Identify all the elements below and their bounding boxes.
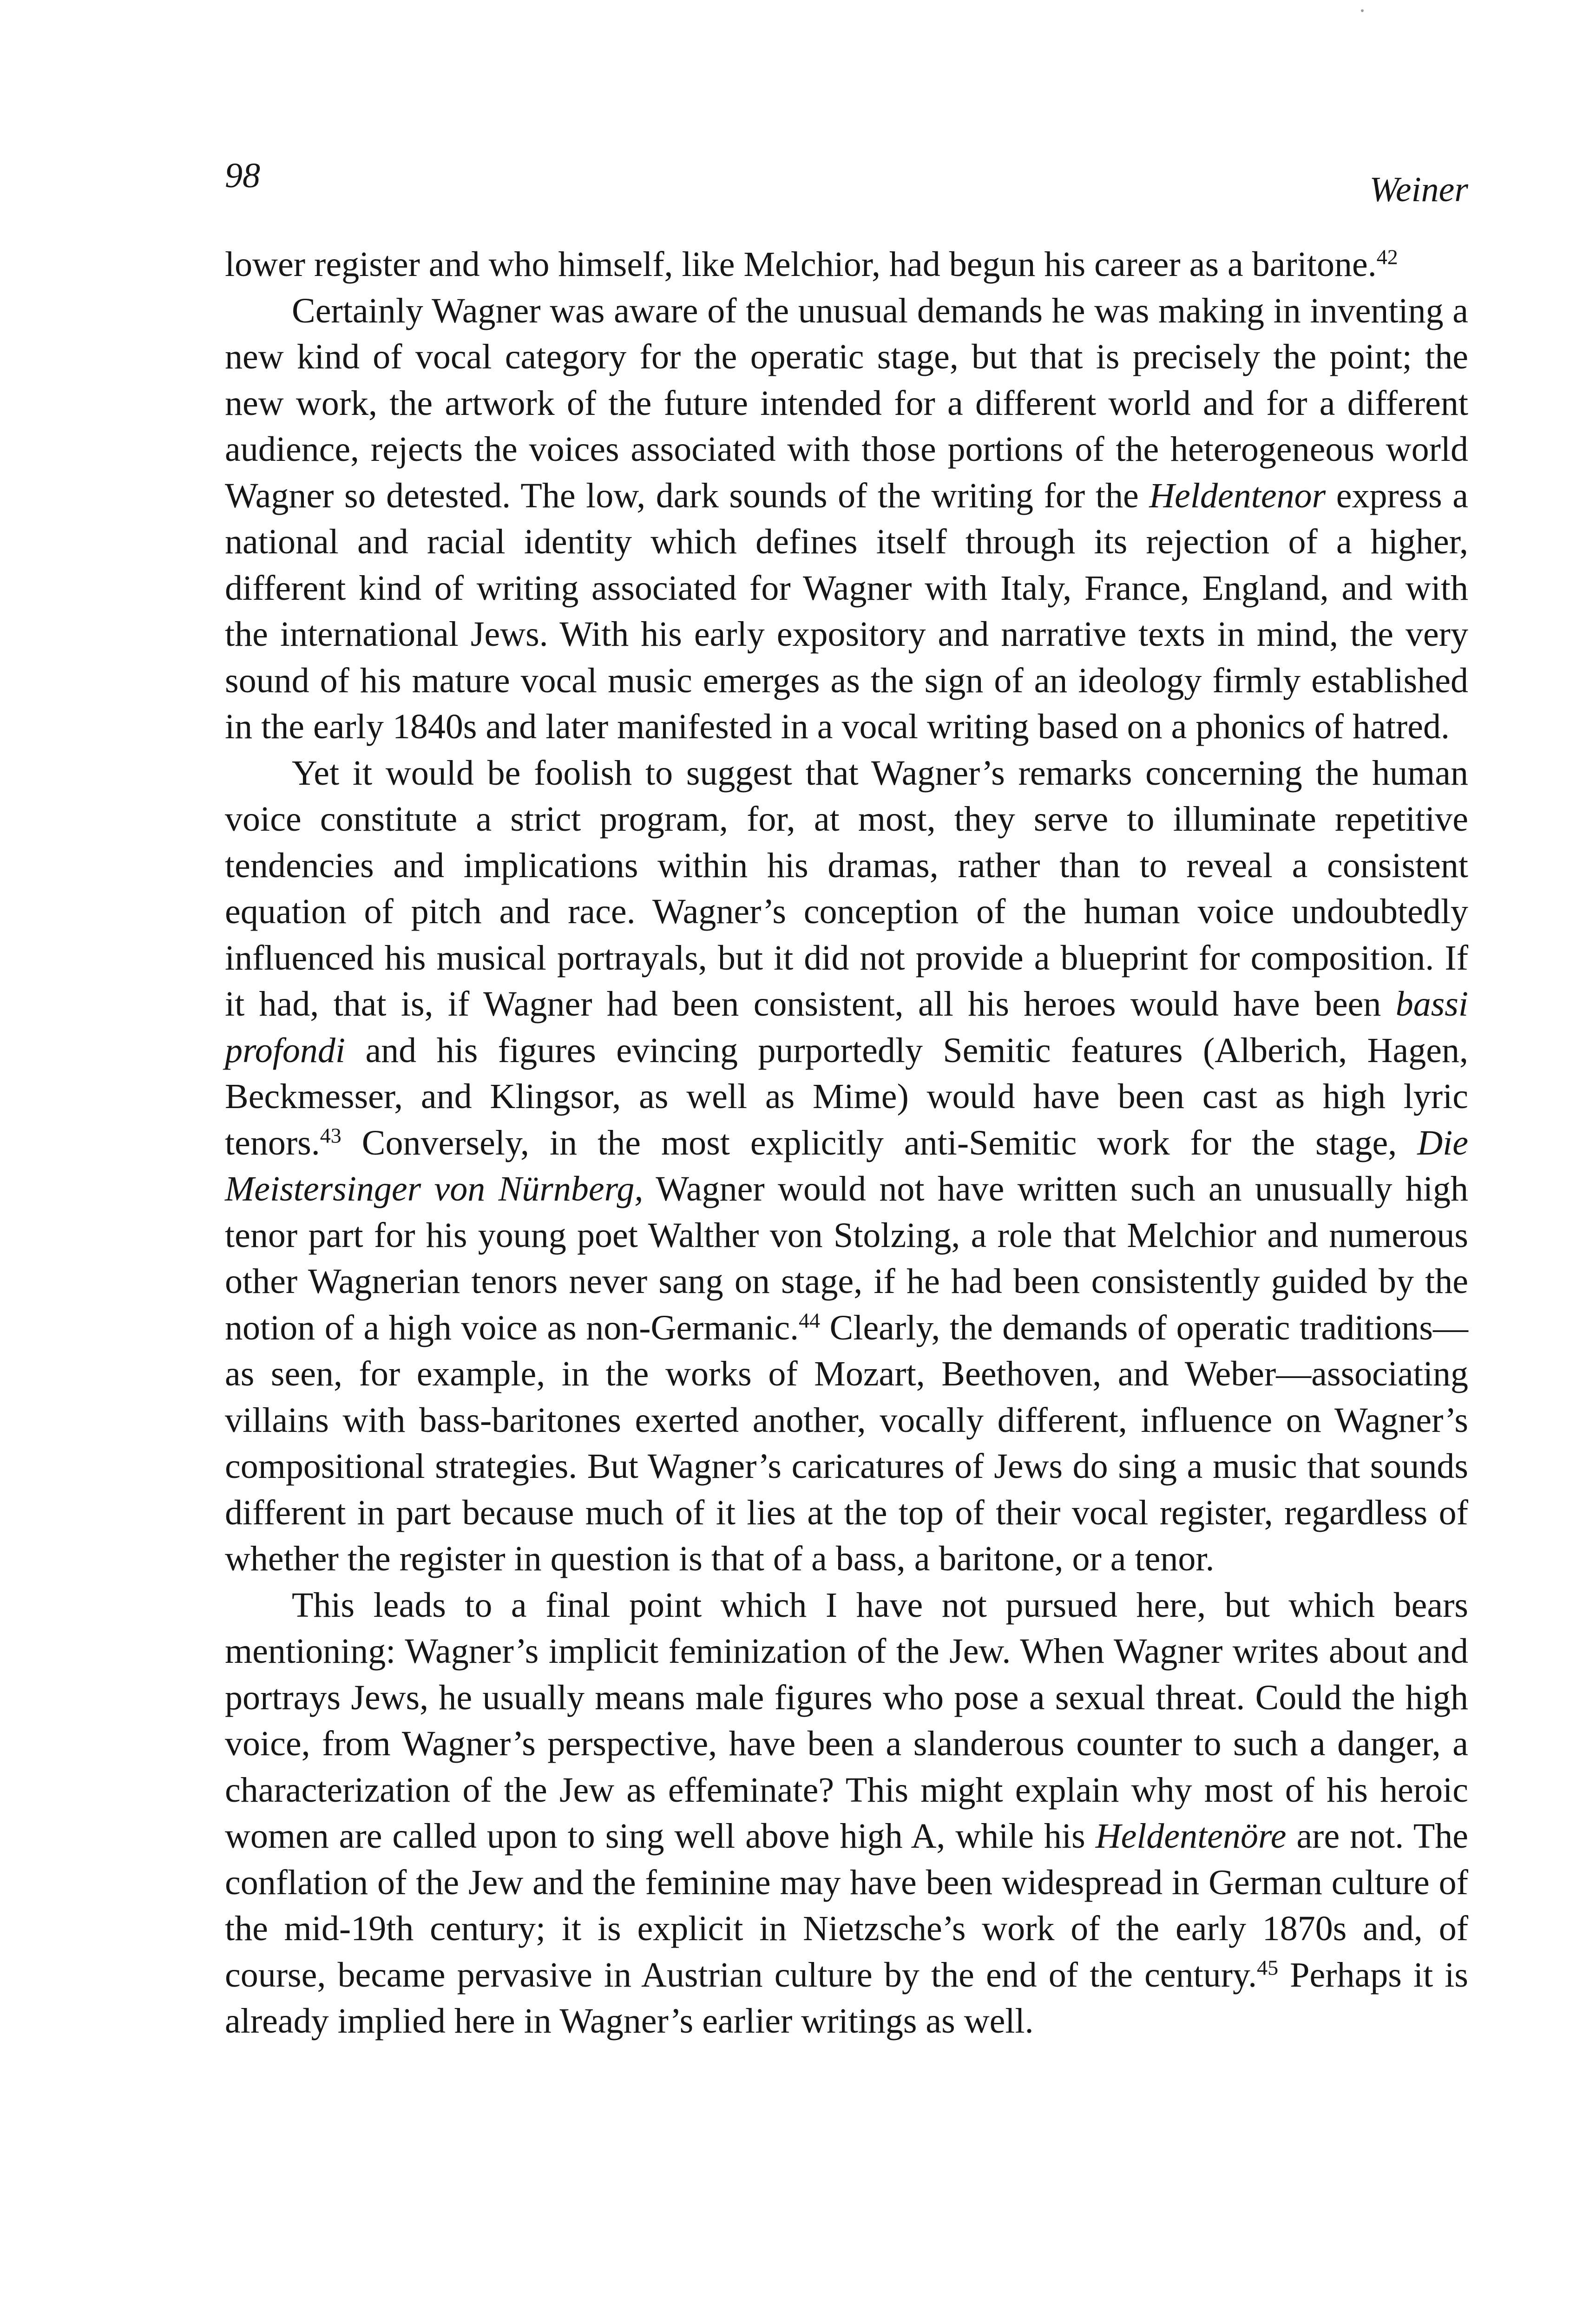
paragraph-1	[225, 242, 1468, 288]
italic-title: Die Meistersinger von Nürnberg,	[225, 1123, 1468, 1208]
footnote-ref-45: 45	[1257, 1956, 1279, 1980]
text-segment: are not. The conflation of the Jew and the feminine may have been widespread in German culture of the mid-19th century; it is explicit in Nietzsche’s work of the early 1870s and, of course, became pervasive in Austrian culture by the end of the century.	[225, 1817, 1468, 1995]
running-head: Weiner	[1369, 170, 1468, 209]
text-segment: Perhaps it is already implied here in Wagner’s earlier writings as well.	[225, 1955, 1468, 2041]
page-header	[225, 153, 1468, 218]
text-segment: Wagner would not have written such an unusually high tenor part for his young poet Walther von Stolzing, a role that Melchior and numerous other Wagnerian tenors never sang on stage, if he had been consistently guided by the notion of a high voice as non-Germanic.	[225, 1169, 1468, 1347]
paragraph-3	[225, 750, 1468, 1582]
paragraph-2	[225, 288, 1468, 750]
text-segment: Clearly, the demands of operatic traditions—as seen, for example, in the works of Mozart, Beethoven, and Weber—associating villains with bass-baritones exerted another, vocally different, influence on Wagner’s compositional strategies. But Wagner’s caricatures of Jews do sing a music that sounds different in part because much of it lies at the top of their vocal register, regardless of whether the register in question is that of a bass, a baritone, or a tenor.	[225, 1308, 1468, 1578]
italic-term: bassi profondi	[225, 984, 1468, 1070]
italic-term: Heldentenöre	[1095, 1817, 1287, 1856]
body-text	[225, 242, 1468, 2045]
page-number: 98	[225, 156, 260, 195]
italic-term: Heldentenor	[1149, 476, 1326, 515]
footnote-ref-44: 44	[799, 1308, 821, 1332]
paragraph-4	[225, 1582, 1468, 2045]
text-segment: This leads to a final point which I have not pursued here, but which bears mentioning: Wagner’s implicit feminization of the Jew. When Wagner writes about and portrays Jews, he usually means male figures who pose a sexual threat. Could the high voice, from Wagner’s perspective, have been a slanderous counter to such a danger, a characterization of the Jew as effeminate? This might explain why most of his heroic women are called upon to sing well above high A, while his	[225, 1585, 1468, 1856]
footnote-ref-42: 42	[1376, 245, 1398, 269]
text-segment: lower register and who himself, like Melchior, had begun his career as a baritone.	[225, 245, 1377, 284]
footnote-ref-43: 43	[320, 1123, 342, 1148]
text-segment: express a national and racial identity which defines itself through its rejection of a higher, different kind of writing associated for Wagner with Italy, France, England, and with the international Jews. With his early expository and narrative texts in mind, the very sound of his mature vocal music emerges as the sign of an ideology firmly established in the early 1840s and later manifested in a vocal writing based on a phonics of hatred.	[225, 476, 1468, 746]
scan-speck	[1361, 9, 1364, 12]
text-segment: Conversely, in the most explicitly anti-Semitic work for the stage,	[341, 1123, 1418, 1162]
text-segment: Yet it would be foolish to suggest that Wagner’s remarks concerning the human voice constitute a strict program, for, at most, they serve to illuminate repetitive tendencies and implications within his dramas, rather than to reveal a consistent equation of pitch and race. Wagner’s conception of the human voice undoubtedly influenced his musical portrayals, but it did not provide a blueprint for composition. If it had, that is, if Wagner had been consistent, all his heroes would have been	[225, 753, 1468, 1024]
text-segment: Certainly Wagner was aware of the unusual demands he was making in inventing a new kind of vocal category for the operatic stage, but that is precisely the point; the new work, the artwork of the future intended for a different world and for a different audience, rejects the voices associated with those portions of the heterogeneous world Wagner so detested. The low, dark sounds of the writing for the	[225, 291, 1468, 515]
text-segment: and his figures evincing purportedly Semitic features (Alberich, Hagen, Beckmesser, and Klingsor, as well as Mime) would have been cast as high lyric tenors.	[225, 1030, 1468, 1162]
